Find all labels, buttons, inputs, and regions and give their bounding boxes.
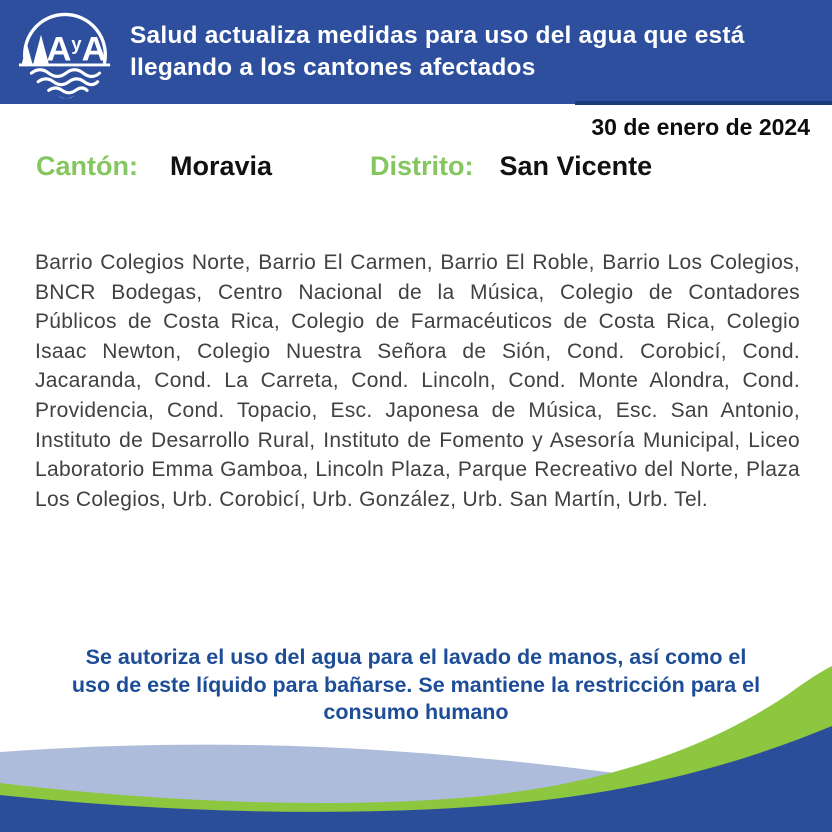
canton-label: Cantón: xyxy=(36,151,138,181)
logo-boat-icon xyxy=(57,95,74,98)
aya-logo-icon xyxy=(12,4,118,100)
header-banner xyxy=(0,0,832,104)
location-row xyxy=(36,151,806,182)
canton-value: Moravia xyxy=(169,151,273,181)
district-label: Distrito: xyxy=(370,151,474,181)
authorization-notice: Se autoriza el uso del agua para el lavado de manos, así como el uso de este líquido para bañarse. Se mantiene la restricción para el consumo humano xyxy=(71,645,761,724)
affected-areas-text: Barrio Colegios Norte, Barrio El Carmen, Barrio El Roble, Barrio Los Colegios, BNCR Bodegas, Centro Nacional de la Música, Colegio de Contadores Públicos de Costa Rica, Colegio de Farmacéuticos de Costa Rica, Colegio Isaac Newton, Colegio Nuestra Señora de Sión, Cond. Corobicí, Cond. Jacaranda, Cond. La Carreta, Cond. Lincoln, Cond. Monte Alondra, Cond. Providencia, Cond. Topacio, Esc. Japonesa de Música, Esc. San Antonio, Instituto de Desarrollo Rural, Instituto de Fomento y Asesoría Municipal, Liceo Laboratorio Emma Gamboa, Lincoln Plaza, Parque Recreativo del Norte, Plaza Los Colegios, Urb. Corobicí, Urb. González, Urb. San Martín, Urb. Tel. xyxy=(35,251,800,511)
logo-letters: $A^yA$ xyxy=(46,30,107,69)
footer-wave-decoration xyxy=(0,660,832,832)
district-value: San Vicente xyxy=(499,151,653,181)
header-underline-accent xyxy=(575,101,832,105)
logo-waves-icon xyxy=(31,70,99,93)
date-text: 30 de enero de 2024 xyxy=(591,114,810,140)
headline: Salud actualiza medidas para uso del agua que está llegando a los cantones afectados xyxy=(130,22,745,81)
